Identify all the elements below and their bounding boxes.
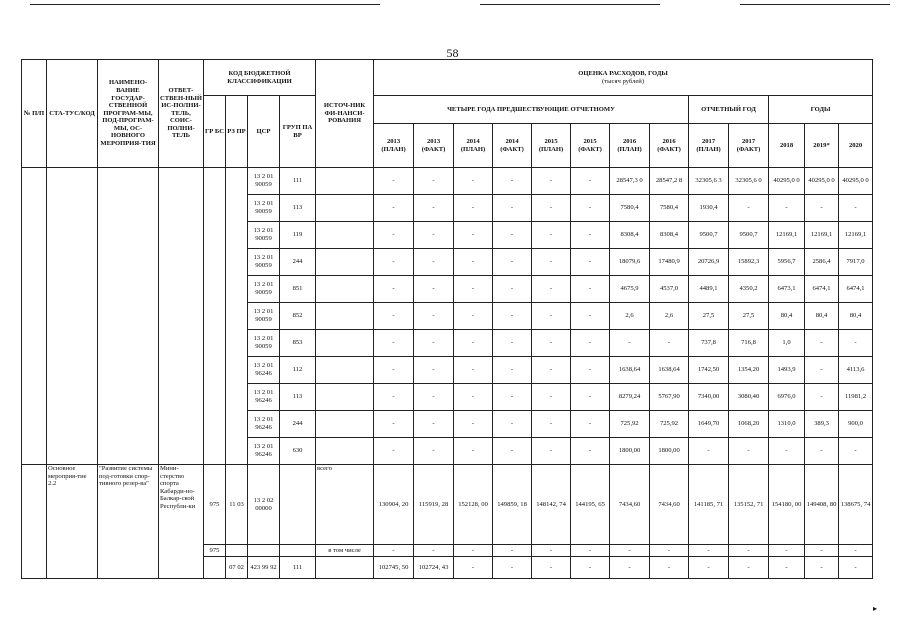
value-cell: 80,4 — [805, 303, 839, 330]
csr-cell: 13 2 01 90059 — [248, 330, 280, 357]
value-cell: - — [532, 384, 571, 411]
value-cell: - — [454, 438, 493, 465]
value-cell: - — [805, 557, 839, 579]
value-cell: - — [454, 411, 493, 438]
value-cell: 130904, 20 — [374, 465, 414, 545]
value-cell: 115919, 28 — [414, 465, 454, 545]
value-cell: - — [493, 168, 532, 195]
value-cell: - — [650, 545, 689, 557]
header-four-years: ЧЕТЫРЕ ГОДА ПРЕДШЕСТВУЮЩИЕ ОТЧЕТНОМУ — [374, 96, 689, 124]
value-cell: 7434,60 — [610, 465, 650, 545]
value-cell: 17480,9 — [650, 249, 689, 276]
value-cell: 9500,7 — [729, 222, 769, 249]
value-cell: 2,6 — [650, 303, 689, 330]
year-column-header: 2017 (ФАКТ) — [729, 124, 769, 168]
vr-cell: 112 — [280, 357, 316, 384]
csr-cell: 13 2 01 90059 — [248, 168, 280, 195]
value-cell: 5767,90 — [650, 384, 689, 411]
source-cell — [316, 195, 374, 222]
value-cell: 725,92 — [650, 411, 689, 438]
value-cell: - — [454, 195, 493, 222]
value-cell: - — [493, 438, 532, 465]
scan-line — [480, 4, 660, 5]
value-cell: - — [454, 276, 493, 303]
value-cell: 7340,00 — [689, 384, 729, 411]
value-cell: 1930,4 — [689, 195, 729, 222]
source-cell — [316, 222, 374, 249]
value-cell: - — [374, 303, 414, 330]
value-cell: - — [493, 411, 532, 438]
value-cell: 20726,9 — [689, 249, 729, 276]
value-cell: - — [493, 303, 532, 330]
value-cell: 18079,6 — [610, 249, 650, 276]
vr-cell: 851 — [280, 276, 316, 303]
value-cell: 40295,0 0 — [769, 168, 805, 195]
value-cell: 141185, 71 — [689, 465, 729, 545]
value-cell: - — [414, 222, 454, 249]
value-cell: - — [839, 438, 873, 465]
value-cell: 1742,50 — [689, 357, 729, 384]
rzpr-cell: 07 02 — [226, 557, 248, 579]
header-vr: ГРУП ПА ВР — [280, 96, 316, 168]
value-cell: - — [839, 557, 873, 579]
value-cell: - — [650, 330, 689, 357]
value-cell: 4675,9 — [610, 276, 650, 303]
value-cell: - — [805, 438, 839, 465]
value-cell: 28547,3 0 — [610, 168, 650, 195]
value-cell: 1310,0 — [769, 411, 805, 438]
value-cell: - — [493, 545, 532, 557]
value-cell: 8308,4 — [650, 222, 689, 249]
value-cell: - — [689, 438, 729, 465]
source-cell — [316, 276, 374, 303]
value-cell: 5956,7 — [769, 249, 805, 276]
value-cell: - — [414, 438, 454, 465]
value-cell: 1638,64 — [650, 357, 689, 384]
value-cell: 6474,1 — [805, 276, 839, 303]
value-cell: - — [532, 411, 571, 438]
value-cell: - — [729, 545, 769, 557]
value-cell: - — [769, 545, 805, 557]
value-cell: - — [571, 168, 610, 195]
header-rzpr: РЗ ПР — [226, 96, 248, 168]
value-cell: - — [805, 330, 839, 357]
value-cell: - — [689, 545, 729, 557]
grbs-cell — [204, 168, 226, 465]
value-cell: - — [374, 545, 414, 557]
value-cell: - — [493, 384, 532, 411]
source-cell — [316, 411, 374, 438]
header-num: № П/П — [22, 60, 47, 168]
value-cell: - — [454, 222, 493, 249]
year-column-header: 2016 (ПЛАН) — [610, 124, 650, 168]
value-cell: 1800,00 — [650, 438, 689, 465]
value-cell: - — [374, 249, 414, 276]
value-cell: - — [805, 357, 839, 384]
value-cell: - — [493, 249, 532, 276]
value-cell: - — [571, 384, 610, 411]
value-cell: 32305,6 0 — [729, 168, 769, 195]
expenditure-table — [21, 59, 873, 579]
value-cell: - — [532, 222, 571, 249]
value-cell: - — [374, 384, 414, 411]
value-cell: - — [374, 195, 414, 222]
value-cell: - — [414, 384, 454, 411]
csr-cell: 13 2 01 90059 — [248, 276, 280, 303]
year-column-header: 2013 (ФАКТ) — [414, 124, 454, 168]
year-column-header: 2017 (ПЛАН) — [689, 124, 729, 168]
value-cell: - — [532, 330, 571, 357]
value-cell: - — [414, 168, 454, 195]
source-cell: в том числе — [316, 545, 374, 557]
value-cell: 154180, 00 — [769, 465, 805, 545]
value-cell: 1649,70 — [689, 411, 729, 438]
value-cell: - — [414, 276, 454, 303]
csr-cell: 13 2 02 00000 — [248, 465, 280, 545]
source-cell — [316, 330, 374, 357]
value-cell: - — [414, 357, 454, 384]
value-cell: - — [571, 357, 610, 384]
value-cell: - — [414, 545, 454, 557]
value-cell: - — [729, 438, 769, 465]
value-cell: 148142, 74 — [532, 465, 571, 545]
value-cell: 149859, 18 — [493, 465, 532, 545]
corner-mark: ▸ — [872, 604, 877, 613]
value-cell: - — [571, 195, 610, 222]
value-cell: 80,4 — [839, 303, 873, 330]
source-cell — [316, 438, 374, 465]
scan-line — [740, 4, 890, 5]
table-row — [22, 168, 873, 195]
header-status: СТА-ТУС/КОД — [47, 60, 98, 168]
responsible-cell — [159, 168, 204, 465]
source-cell — [316, 249, 374, 276]
value-cell: 737,8 — [689, 330, 729, 357]
value-cell: 80,4 — [769, 303, 805, 330]
value-cell: - — [571, 249, 610, 276]
header-years: ГОДЫ — [769, 96, 873, 124]
value-cell: 12169,1 — [769, 222, 805, 249]
value-cell: - — [571, 276, 610, 303]
value-cell: - — [532, 249, 571, 276]
grbs-cell: 975 — [204, 465, 226, 545]
status-cell — [47, 168, 98, 465]
value-cell: 1638,64 — [610, 357, 650, 384]
value-cell: - — [374, 357, 414, 384]
value-cell: - — [532, 357, 571, 384]
csr-cell: 13 2 01 96246 — [248, 411, 280, 438]
year-column-header: 2020 — [839, 124, 873, 168]
header-budget-code: КОД БЮДЖЕТНОЙ КЛАССИФИКАЦИИ — [204, 60, 316, 96]
vr-cell: 244 — [280, 249, 316, 276]
name-cell — [98, 168, 159, 465]
value-cell: 138675, 74 — [839, 465, 873, 545]
value-cell: - — [493, 276, 532, 303]
value-cell: - — [374, 411, 414, 438]
csr-cell: 13 2 01 96246 — [248, 384, 280, 411]
value-cell: - — [493, 557, 532, 579]
value-cell: - — [805, 195, 839, 222]
value-cell: - — [769, 557, 805, 579]
value-cell: - — [532, 168, 571, 195]
value-cell: - — [571, 438, 610, 465]
value-cell: - — [571, 545, 610, 557]
rzpr-cell — [226, 545, 248, 557]
value-cell: - — [610, 330, 650, 357]
rzpr-cell: 11 03 — [226, 465, 248, 545]
value-cell: 7580,4 — [610, 195, 650, 222]
value-cell: 900,0 — [839, 411, 873, 438]
main-event-responsible: Мини-стерство спорта Кабарди-но-Балкар-ской Республи-ки — [159, 465, 204, 579]
value-cell: 7434,60 — [650, 465, 689, 545]
value-cell: - — [454, 384, 493, 411]
value-cell: - — [805, 384, 839, 411]
value-cell: - — [839, 545, 873, 557]
value-cell: - — [454, 357, 493, 384]
source-cell — [316, 168, 374, 195]
main-event-row — [22, 465, 873, 545]
value-cell: 1,0 — [769, 330, 805, 357]
page-number: 58 — [446, 46, 459, 60]
year-column-header: 2014 (ФАКТ) — [493, 124, 532, 168]
source-cell — [316, 357, 374, 384]
header-name: НАИМЕНО-ВАНИЕ ГОСУДАР-СТВЕННОЙ ПРОГРАМ-МЫ, ПОД-ПРОГРАМ-МЫ, ОС-НОВНОГО МЕРОПРИЯ-ТИЯ — [98, 60, 159, 168]
value-cell: - — [454, 545, 493, 557]
value-cell: - — [769, 438, 805, 465]
value-cell: 15892,3 — [729, 249, 769, 276]
value-cell: - — [493, 222, 532, 249]
value-cell: - — [493, 357, 532, 384]
value-cell: - — [414, 411, 454, 438]
value-cell: - — [454, 330, 493, 357]
value-cell: 6473,1 — [769, 276, 805, 303]
vr-cell: 853 — [280, 330, 316, 357]
value-cell: - — [454, 249, 493, 276]
csr-cell: 13 2 01 90059 — [248, 222, 280, 249]
csr-cell: 13 2 01 96246 — [248, 357, 280, 384]
value-cell: - — [571, 557, 610, 579]
value-cell: - — [571, 303, 610, 330]
year-column-header: 2018 — [769, 124, 805, 168]
value-cell: - — [571, 330, 610, 357]
value-cell: - — [571, 222, 610, 249]
scan-line — [30, 4, 380, 5]
value-cell: - — [571, 411, 610, 438]
value-cell: - — [610, 557, 650, 579]
csr-cell: 13 2 01 90059 — [248, 249, 280, 276]
value-cell: - — [374, 276, 414, 303]
year-column-header: 2014 (ПЛАН) — [454, 124, 493, 168]
value-cell: 32305,6 3 — [689, 168, 729, 195]
value-cell: 102724, 43 — [414, 557, 454, 579]
value-cell: - — [374, 168, 414, 195]
value-cell: - — [532, 195, 571, 222]
value-cell: 9500,7 — [689, 222, 729, 249]
value-cell: - — [532, 557, 571, 579]
value-cell: 40295,0 0 — [805, 168, 839, 195]
header-estimate — [374, 60, 873, 96]
year-column-header: 2015 (ФАКТ) — [571, 124, 610, 168]
value-cell: 27,5 — [689, 303, 729, 330]
value-cell: 4537,0 — [650, 276, 689, 303]
header-source: ИСТОЧ-НИК ФИ-НАНСИ-РОВАНИЯ — [316, 60, 374, 168]
value-cell: - — [689, 557, 729, 579]
value-cell: 716,8 — [729, 330, 769, 357]
estimate-title: ОЦЕНКА РАСХОДОВ, ГОДЫ — [578, 69, 668, 77]
year-column-header: 2016 (ФАКТ) — [650, 124, 689, 168]
year-column-header: 2019* — [805, 124, 839, 168]
value-cell: - — [493, 195, 532, 222]
value-cell: - — [532, 438, 571, 465]
vr-cell: 630 — [280, 438, 316, 465]
grbs-cell — [204, 557, 226, 579]
value-cell: - — [729, 195, 769, 222]
csr-cell — [248, 545, 280, 557]
value-cell: - — [650, 557, 689, 579]
year-column-header: 2013 (ПЛАН) — [374, 124, 414, 168]
csr-cell: 13 2 01 90059 — [248, 303, 280, 330]
value-cell: 12169,1 — [805, 222, 839, 249]
value-cell: - — [454, 557, 493, 579]
source-cell: всего — [316, 465, 374, 545]
vr-cell: 113 — [280, 384, 316, 411]
vr-cell — [280, 465, 316, 545]
value-cell: - — [374, 330, 414, 357]
value-cell: - — [839, 195, 873, 222]
csr-cell: 13 2 01 96246 — [248, 438, 280, 465]
value-cell: - — [414, 303, 454, 330]
value-cell: - — [493, 330, 532, 357]
csr-cell: 13 2 01 90059 — [248, 195, 280, 222]
vr-cell: 852 — [280, 303, 316, 330]
value-cell: 11981,2 — [839, 384, 873, 411]
vr-cell: 111 — [280, 557, 316, 579]
value-cell: 2,6 — [610, 303, 650, 330]
header-csr: ЦСР — [248, 96, 280, 168]
value-cell: 1068,20 — [729, 411, 769, 438]
value-cell: 8279,24 — [610, 384, 650, 411]
value-cell: - — [454, 303, 493, 330]
csr-cell: 423 99 92 — [248, 557, 280, 579]
estimate-unit: (тысяч рублей) — [602, 77, 645, 85]
value-cell: - — [729, 557, 769, 579]
value-cell: 144195, 65 — [571, 465, 610, 545]
header-grbs: ГР БС — [204, 96, 226, 168]
value-cell: - — [374, 222, 414, 249]
main-event-status: Основное мероприя-тие 2.2 — [47, 465, 98, 579]
value-cell: - — [414, 249, 454, 276]
value-cell: - — [532, 303, 571, 330]
value-cell: 28547,2 8 — [650, 168, 689, 195]
value-cell: 4350,2 — [729, 276, 769, 303]
value-cell: - — [454, 168, 493, 195]
value-cell: 7917,0 — [839, 249, 873, 276]
value-cell: 1493,9 — [769, 357, 805, 384]
value-cell: - — [374, 438, 414, 465]
value-cell: 389,3 — [805, 411, 839, 438]
vr-cell: 113 — [280, 195, 316, 222]
value-cell: - — [532, 545, 571, 557]
value-cell: 149408, 80 — [805, 465, 839, 545]
value-cell: 152128, 00 — [454, 465, 493, 545]
value-cell: 1800,00 — [610, 438, 650, 465]
value-cell: 7580,4 — [650, 195, 689, 222]
value-cell: 725,92 — [610, 411, 650, 438]
value-cell: 4489,1 — [689, 276, 729, 303]
value-cell: - — [769, 195, 805, 222]
value-cell: 102745, 50 — [374, 557, 414, 579]
source-cell — [316, 557, 374, 579]
vr-cell — [280, 545, 316, 557]
value-cell: 4113,6 — [839, 357, 873, 384]
num-cell — [22, 465, 47, 579]
value-cell: - — [414, 195, 454, 222]
value-cell: - — [532, 276, 571, 303]
rzpr-cell — [226, 168, 248, 465]
vr-cell: 119 — [280, 222, 316, 249]
value-cell: 27,5 — [729, 303, 769, 330]
grbs-cell: 975 — [204, 545, 226, 557]
value-cell: 135152, 71 — [729, 465, 769, 545]
source-cell — [316, 384, 374, 411]
value-cell: 3080,40 — [729, 384, 769, 411]
vr-cell: 111 — [280, 168, 316, 195]
value-cell: - — [610, 545, 650, 557]
value-cell: - — [839, 330, 873, 357]
value-cell: 1354,20 — [729, 357, 769, 384]
header-responsible: ОТВЕТ-СТВЕН-НЫЙ ИС-ПОЛНИ-ТЕЛЬ, СОИС-ПОЛНИ-ТЕЛЬ — [159, 60, 204, 168]
year-column-header: 2015 (ПЛАН) — [532, 124, 571, 168]
main-event-name: "Развитие системы под-готовки спор-тивного резер-ва" — [98, 465, 159, 579]
num-cell — [22, 168, 47, 465]
value-cell: 6976,0 — [769, 384, 805, 411]
vr-cell: 244 — [280, 411, 316, 438]
value-cell: - — [414, 330, 454, 357]
value-cell: 12169,1 — [839, 222, 873, 249]
source-cell — [316, 303, 374, 330]
value-cell: - — [805, 545, 839, 557]
value-cell: 40295,0 0 — [839, 168, 873, 195]
value-cell: 2586,4 — [805, 249, 839, 276]
header-report-year: ОТЧЕТНЫЙ ГОД — [689, 96, 769, 124]
value-cell: 6474,1 — [839, 276, 873, 303]
value-cell: 8308,4 — [610, 222, 650, 249]
